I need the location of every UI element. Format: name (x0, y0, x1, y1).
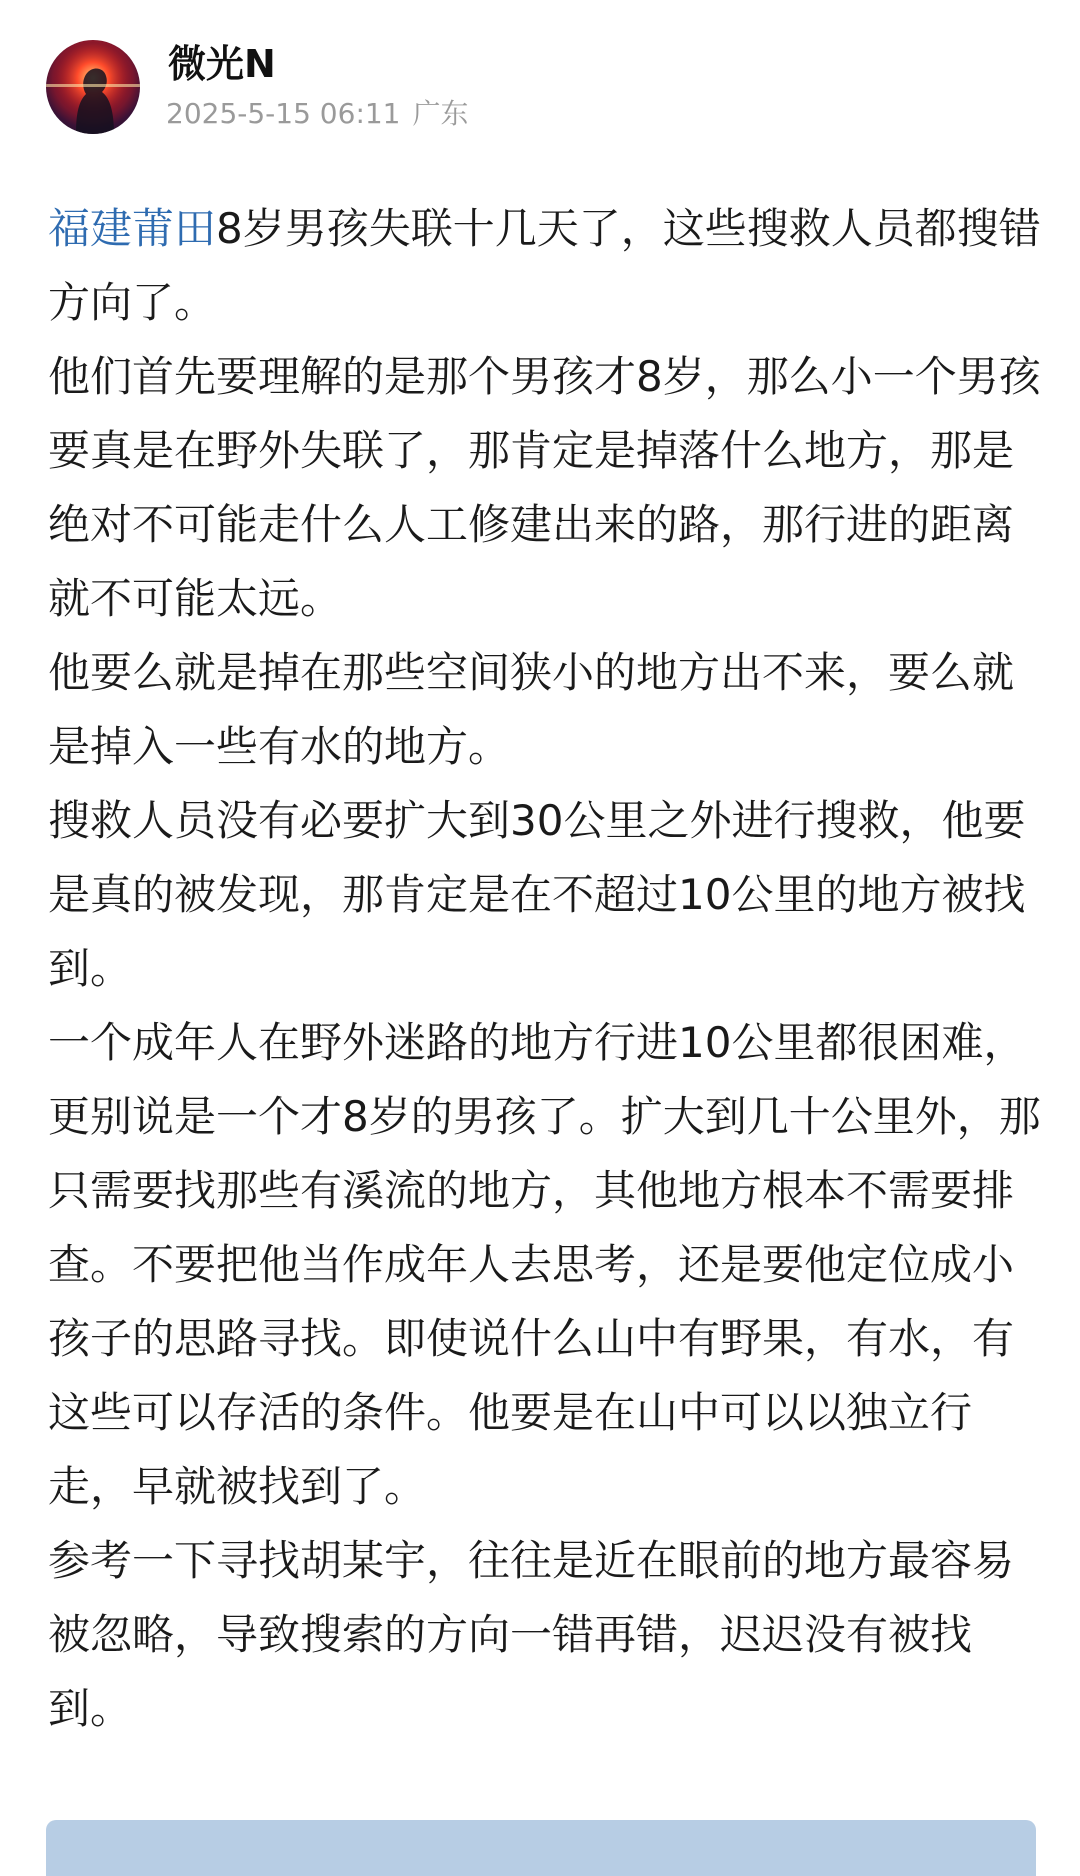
post-body (48, 192, 1048, 1746)
avatar[interactable] (46, 40, 140, 134)
post-paragraph: 他们首先要理解的是那个男孩才8岁，那么小一个男孩要真是在野外失联了，那肯定是掉落什么地方，那是绝对不可能走什么人工修建出来的路，那行进的距离就不可能太远。 (48, 352, 1041, 623)
attached-media-preview[interactable] (46, 1820, 1036, 1876)
post-location: 广东 (412, 97, 469, 130)
post-paragraph: 他要么就是掉在那些空间狭小的地方出不来，要么就是掉入一些有水的地方。 (48, 648, 1015, 771)
post-meta (166, 96, 469, 132)
post-paragraph: 搜救人员没有必要扩大到30公里之外进行搜救，他要是真的被发现，那肯定是在不超过10公里的地方被找到。 (48, 796, 1026, 993)
topic-link[interactable]: 福建莆田 (48, 204, 217, 253)
post-header (0, 0, 1080, 160)
post-paragraph: 一个成年人在野外迷路的地方行进10公里都很困难，更别说是一个才8岁的男孩了。扩大到几十公里外，那只需要找那些有溪流的地方，其他地方根本不需要排查。不要把他当作成年人去思考，还是要他定位成小孩子的思路寻找。即使说什么山中有野果，有水，有这些可以存活的条件。他要是在山中可以以独立行走，早就被找到了。 (48, 1018, 1041, 1511)
post-timestamp: 2025-5-15 06:11 (166, 97, 401, 130)
post-paragraph: 参考一下寻找胡某宇，往往是近在眼前的地方最容易被忽略，导致搜索的方向一错再错，迟迟没有被找到。 (48, 1536, 1015, 1733)
avatar-silhouette-icon (46, 40, 140, 134)
author-name[interactable]: 微光N (168, 42, 276, 86)
post-paragraph (48, 192, 1048, 340)
post-paragraph-text: 8岁男孩失联十几天了，这些搜救人员都搜错方向了。 (48, 204, 1041, 327)
